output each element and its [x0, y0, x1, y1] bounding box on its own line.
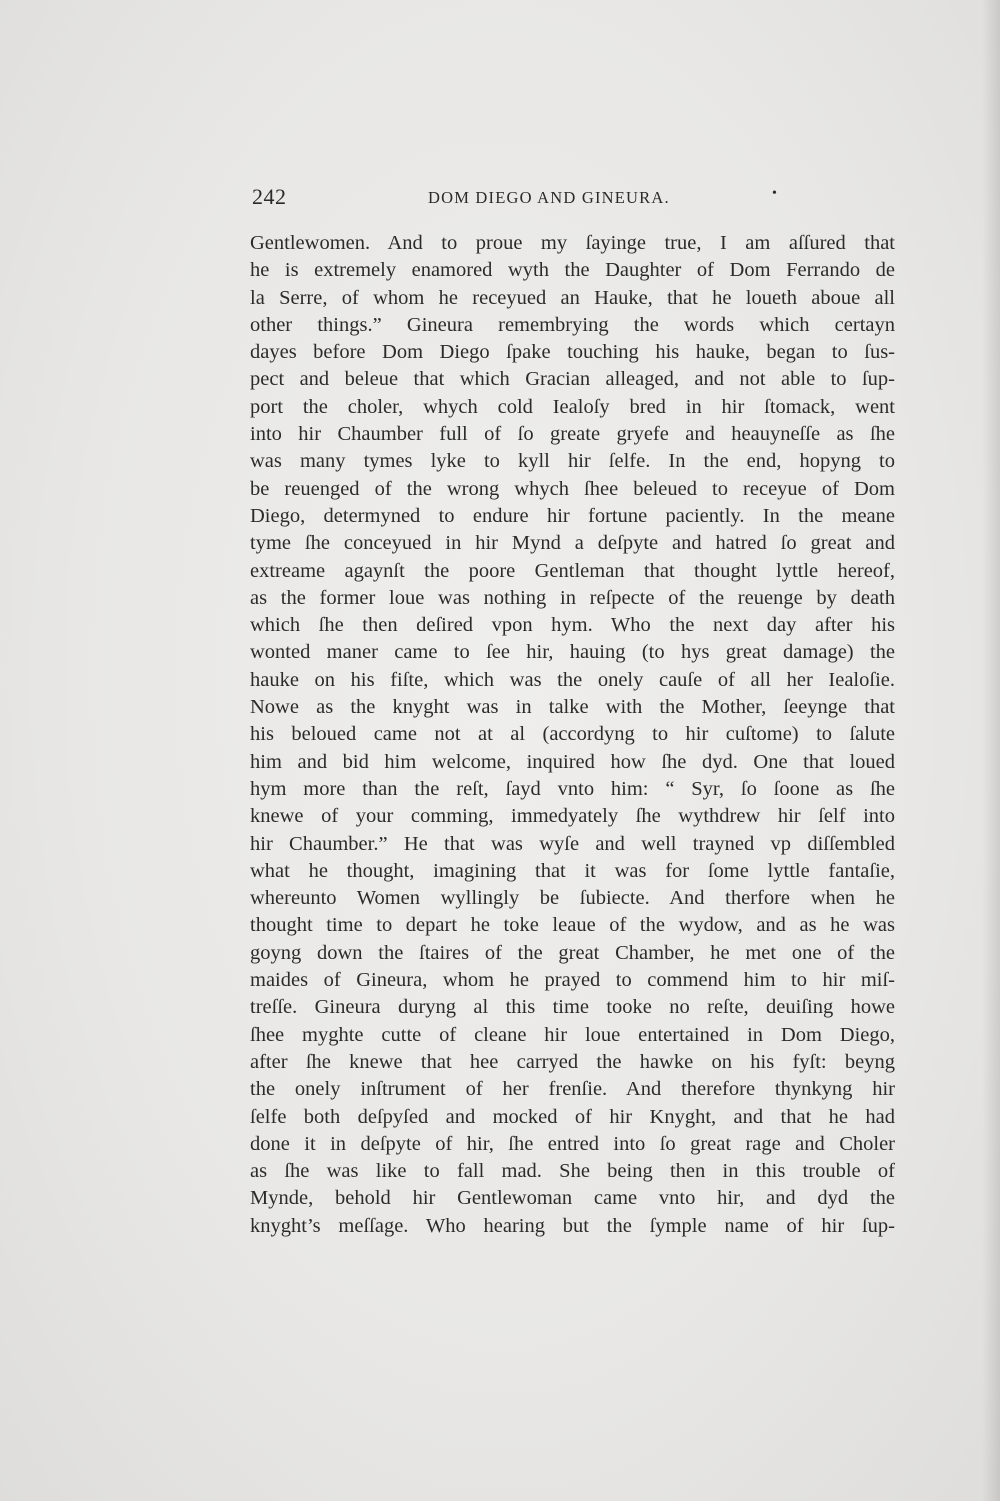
page-number: 242 — [252, 184, 287, 209]
text-line: wonted maner came to ſee hir, hauing (to hys great damage) the — [250, 641, 895, 664]
text-line: as the former loue was nothing in reſpecte of the reuenge by death — [250, 586, 895, 609]
text-line: treſſe. Gineura duryng al this time tooke no reſte, deuiſing howe — [250, 996, 895, 1019]
text-line: be reuenged of the wrong whych ſhee beleued to receyue of Dom — [250, 477, 895, 500]
text-line: port the choler, whych cold Iealoſy bred in hir ſtomack, went — [250, 395, 895, 418]
text-line: into hir Chaumber full of ſo greate gryefe and heauyneſſe as ſhe — [250, 423, 895, 446]
text-line: goyng down the ſtaires of the great Chamber, he met one of the — [250, 941, 895, 964]
text-line: the onely inſtrument of her frenſie. And therefore thynkyng hir — [250, 1078, 895, 1101]
text-line: dayes before Dom Diego ſpake touching his hauke, began to ſus- — [250, 341, 895, 364]
text-line: done it in deſpyte of hir, ſhe entred into ſo great rage and Choler — [250, 1132, 895, 1155]
text-line: as ſhe was like to fall mad. She being then in this trouble of — [250, 1160, 895, 1183]
text-line: Mynde, behold hir Gentlewoman came vnto hir, and dyd the — [250, 1187, 895, 1210]
text-line: ſhee myghte cutte of cleane hir loue entertained in Dom Diego, — [250, 1023, 895, 1046]
text-line: hir Chaumber.” He that was wyſe and well trayned vp diſſembled — [250, 832, 895, 855]
text-line: Nowe as the knyght was in talke with the Mother, ſeeynge that — [250, 696, 895, 719]
text-line: his beloued came not at al (accordyng to hir cuſtome) to ſalute — [250, 723, 895, 746]
running-head — [252, 184, 892, 218]
text-line: maides of Gineura, whom he prayed to commend him to hir miſ- — [250, 969, 895, 992]
text-line: Gentlewomen. And to proue my ſayinge true, I am aſſured that — [250, 232, 895, 254]
text-line: hauke on his fiſte, which was the onely cauſe of all her Iealoſie. — [250, 668, 895, 691]
text-line: him and bid him welcome, inquired how ſhe dyd. One that loued — [250, 750, 895, 773]
text-line: other things.” Gineura remembrying the words which certayn — [250, 313, 895, 336]
text-line: which ſhe then deſired vpon hym. Who the next day after his — [250, 614, 895, 637]
text-line: what he thought, imagining that it was for ſome lyttle fantaſie, — [250, 859, 895, 882]
running-title: DOM DIEGO AND GINEURA. — [428, 188, 670, 207]
text-line: was many tymes lyke to kyll hir ſelfe. In the end, hopyng to — [250, 450, 895, 473]
body-text — [250, 230, 895, 1240]
text-line: la Serre, of whom he receyued an Hauke, that he loueth aboue all — [250, 286, 895, 309]
text-line: knyght’s meſſage. Who hearing but the ſymple name of hir ſup- — [250, 1214, 895, 1237]
text-line: he is extremely enamored wyth the Daughter of Dom Ferrando de — [250, 259, 895, 282]
text-line: extreame agaynſt the poore Gentleman that thought lyttle hereof, — [250, 559, 895, 582]
text-line: hym more than the reſt, ſayd vnto him: “ Syr, ſo ſoone as ſhe — [250, 777, 895, 800]
text-line: Diego, determyned to endure hir fortune paciently. In the meane — [250, 504, 895, 527]
text-line: thought time to depart he toke leaue of the wydow, and as he was — [250, 914, 895, 937]
text-line: ſelfe both deſpyſed and mocked of hir Knyght, and that he had — [250, 1105, 895, 1128]
text-line: knewe of your comming, immedyately ſhe wythdrew hir ſelf into — [250, 805, 895, 828]
text-line: whereunto Women wyllingly be ſubiecte. And therfore when he — [250, 887, 895, 910]
text-line: after ſhe knewe that hee carryed the hawke on his fyſt: beyng — [250, 1050, 895, 1073]
text-line: pect and beleue that which Gracian alleaged, and not able to ſup- — [250, 368, 895, 391]
text-line: tyme ſhe conceyued in hir Mynd a deſpyte and hatred ſo great and — [250, 532, 895, 555]
page-edge-shadow — [982, 0, 1000, 1501]
header-mark: • — [772, 186, 777, 201]
